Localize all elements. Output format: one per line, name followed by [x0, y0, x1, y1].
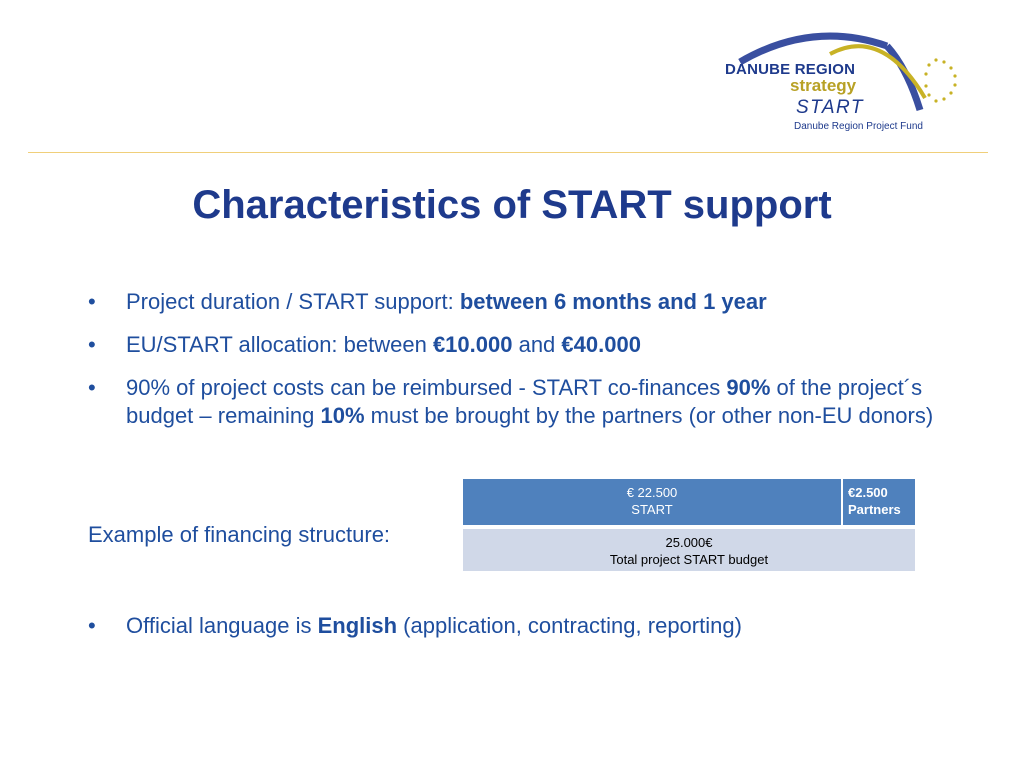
header-divider	[28, 152, 988, 153]
bullet-bold-text: English	[317, 613, 398, 638]
bullet-list-language	[88, 612, 968, 640]
danube-region-logo	[722, 28, 962, 136]
bullet-icon: •	[88, 613, 96, 638]
start-share-cell	[463, 479, 843, 525]
bullet-text: Official language is	[126, 613, 318, 638]
bullet-bold-text: between 6 months and 1 year	[459, 289, 767, 314]
logo-fund-text: Danube Region Project Fund	[794, 121, 923, 132]
bullet-bold-text: 10%	[320, 403, 365, 428]
logo-start-text: START	[796, 97, 865, 118]
bullet-text: of the project´s budget – remaining	[126, 375, 923, 428]
bullet-list	[88, 288, 968, 445]
partners-share-cell	[843, 479, 915, 525]
bullet-bold-text: 90%	[726, 375, 771, 400]
financing-structure-table	[463, 479, 915, 573]
logo-danube-region-text: DANUBE REGION	[725, 61, 856, 78]
bullet-bold-text: €10.000	[432, 332, 513, 357]
bullet-text: Project duration / START support:	[126, 289, 460, 314]
bullet-text: EU/START allocation: between	[126, 332, 433, 357]
bullet-item	[88, 331, 968, 359]
bullet-icon: •	[88, 332, 96, 357]
total-amount: 25.000€	[665, 535, 713, 550]
start-label: START	[631, 502, 673, 517]
bullet-text: 90% of project costs can be reimbursed - START co-finances	[126, 375, 727, 400]
partners-label: Partners	[848, 502, 901, 517]
bullet-text: (application, contracting, reporting)	[397, 613, 742, 638]
bullet-item	[88, 612, 968, 640]
bullet-text: must be brought by the partners (or other non-EU donors)	[364, 403, 934, 428]
bullet-icon: •	[88, 375, 96, 400]
partners-amount: €2.500	[848, 485, 888, 500]
bullet-bold-text: €40.000	[561, 332, 641, 357]
bullet-icon: •	[88, 289, 96, 314]
start-amount: € 22.500	[626, 485, 678, 500]
bullet-item	[88, 288, 968, 316]
example-label: Example of financing structure:	[88, 522, 391, 547]
bullet-text: and	[512, 332, 562, 357]
total-budget-cell	[463, 527, 915, 573]
slide-title: Characteristics of START support	[192, 183, 832, 227]
logo-strategy-text: strategy	[790, 76, 857, 95]
total-label: Total project START budget	[609, 552, 769, 567]
bullet-item	[88, 374, 968, 430]
